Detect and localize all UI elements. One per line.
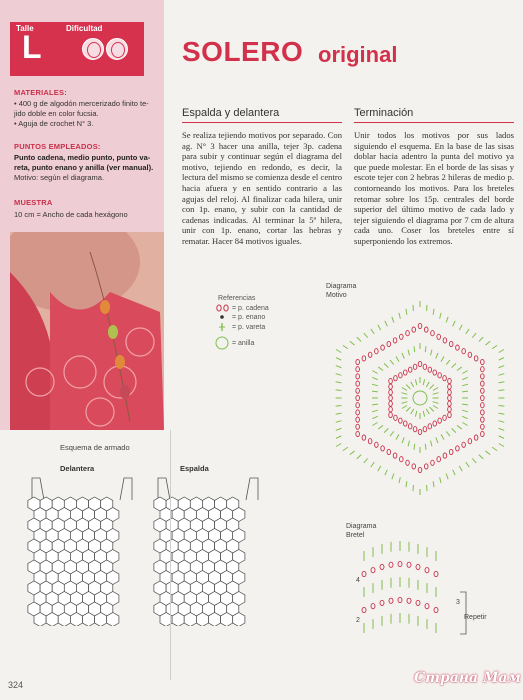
row-number-2: 2: [356, 617, 360, 624]
ref-vareta: = p. vareta: [232, 324, 266, 331]
esquema-title: Esquema de armado: [60, 443, 130, 452]
ref-enano: = p. enano: [232, 314, 266, 321]
bretel-diagram: [350, 538, 450, 648]
espalda-rule: [182, 122, 342, 123]
yarn-ball-icon: [106, 38, 128, 60]
watermark-text: Страна Мам: [414, 670, 521, 686]
delantera-label: Delantera: [60, 464, 95, 473]
ref-cadena: = p. cadena: [232, 305, 269, 312]
materiales-text: • 400 g de algodón mercerizado finito te- jido doble en color fucsia. • Aguja de crochet N° 3.: [14, 99, 149, 128]
column-divider: [170, 430, 171, 680]
puntos-title: PUNTOS EMPLEADOS:: [14, 142, 101, 151]
talle-label: Talle: [16, 24, 34, 33]
page-subtitle: original: [318, 42, 398, 67]
talle-value: L: [22, 29, 42, 65]
bretel-diagram-label: Diagrama Bretel: [346, 523, 377, 539]
materiales-title: MATERIALES:: [14, 88, 67, 97]
terminacion-rule: [354, 122, 514, 123]
delantera-hexagon-schema: [22, 476, 142, 626]
row-number-4: 4: [356, 577, 360, 584]
dificultad-label: Dificultad: [66, 24, 103, 33]
repeat-bracket: [458, 590, 488, 636]
repetir-label: Repetir: [464, 614, 487, 621]
row-number-3: 3: [456, 599, 460, 606]
yarn-ball-icon: [82, 38, 104, 60]
referencias-title: Referencias: [218, 295, 256, 302]
espalda-heading: Espalda y delantera: [182, 107, 280, 119]
ref-anilla: = anilla: [232, 340, 255, 347]
espalda-label: Espalda: [180, 464, 209, 473]
page-number: 324: [8, 680, 24, 690]
terminacion-heading: Terminación: [354, 107, 414, 119]
model-photo: [10, 232, 164, 430]
muestra-title: MUESTRA: [14, 198, 53, 207]
terminacion-text: Unir todos los motivos por sus lados siguiendo el esquema. En la base de las sisas doblar hacia adentro la punta del motivo ya que puede molestar. En el borde de las sisas y escote tejer con 2 hebras 2 hileras de medio p. contorneando los motivos. Para los breteles retomar sobre los 15p. centrales del borde superior del último motivo de cada lado y tejer siguiendo el diagrama por 7 cm de altura cada uno. Coser los breteles entre sí superponiendo los extremos.: [354, 130, 514, 246]
espalda-text: Se realiza tejiendo motivos por separado. Con ag. N° 3 hacer una anilla, tejer 3p. cadena para subir y continuar según el diagrama del motivo, tejiendo en redondo, es decir, la lectura del mismo se comienza desde el centro hacia afuera y en sentido contrario a las agujas del reloj. Al finalizar cada hilera, unir con 1p. enano, y subir con la cantidad de cadenas indicadas. Al terminar la 5ª hilera, unir con 1p. enano, cortar las hebras y rematar. Hacer 84 motivos iguales.: [182, 130, 342, 246]
espalda-hexagon-schema: [148, 476, 268, 626]
muestra-text: 10 cm = Ancho de cada hexágono: [14, 210, 128, 219]
motivo-diagram-label: Diagrama Motivo: [326, 283, 357, 299]
page-title: SOLERO: [182, 36, 304, 67]
motivo-diagram: [320, 292, 520, 498]
puntos-text: Punto cadena, medio punto, punto va- reta, punto enano y anilla (ver manual). Motivo: según el diagrama.: [14, 153, 154, 182]
